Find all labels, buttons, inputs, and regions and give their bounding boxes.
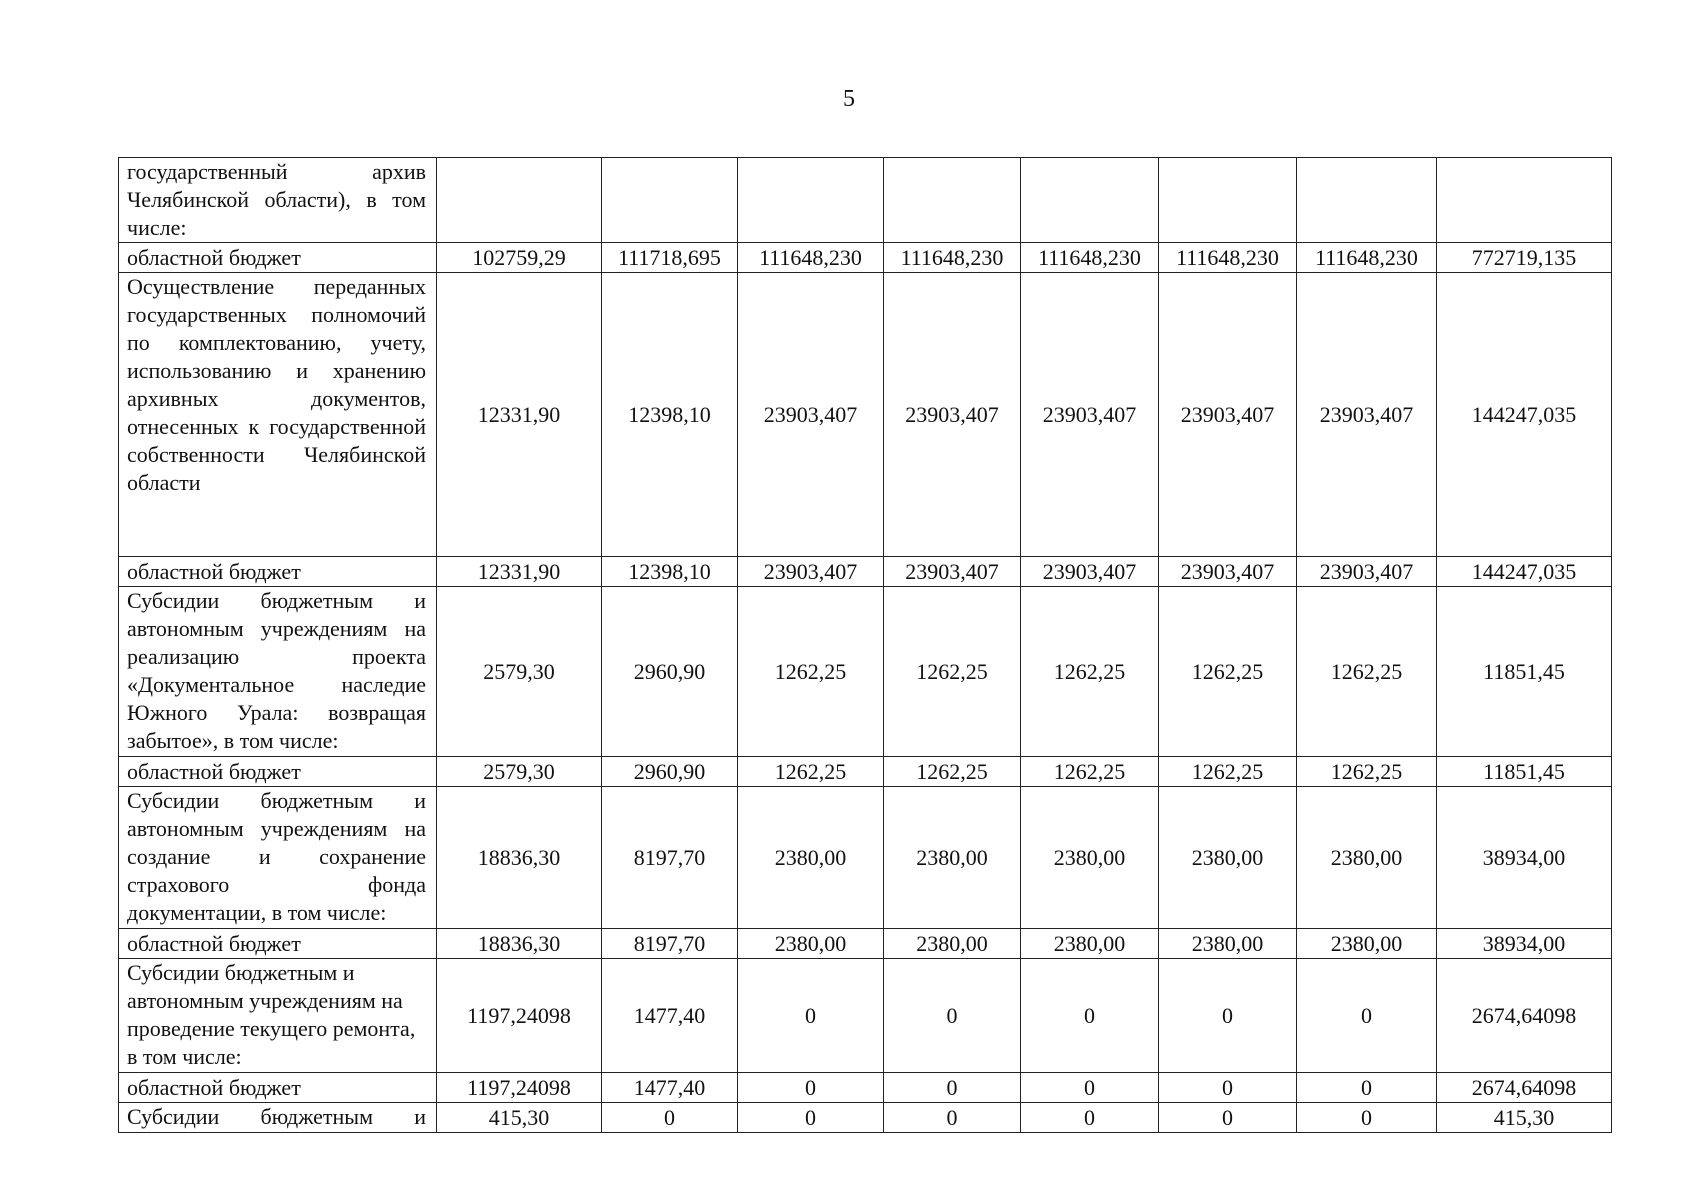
value-cell: 11851,45 bbox=[1437, 587, 1612, 757]
value-cell: 0 bbox=[1159, 959, 1297, 1073]
value-cell: 0 bbox=[1021, 1103, 1159, 1133]
value-cell: 23903,407 bbox=[1021, 557, 1159, 587]
value-cell: 111648,230 bbox=[1021, 243, 1159, 273]
value-cell: 2579,30 bbox=[437, 757, 602, 787]
value-cell: 0 bbox=[884, 1103, 1021, 1133]
table-row bbox=[119, 929, 1612, 959]
value-cell: 1262,25 bbox=[884, 757, 1021, 787]
value-cell: 2674,64098 bbox=[1437, 1073, 1612, 1103]
row-label: областной бюджет bbox=[119, 243, 437, 273]
value-cell: 2674,64098 bbox=[1437, 959, 1612, 1073]
row-label: Субсидии бюджетным и автономным учреждениям на создание и сохранение страхового фонда документации, в том числе: bbox=[119, 787, 437, 929]
table-row bbox=[119, 1073, 1612, 1103]
value-cell bbox=[1159, 158, 1297, 243]
page-number: 5 bbox=[843, 86, 855, 112]
value-cell: 144247,035 bbox=[1437, 273, 1612, 557]
value-cell: 38934,00 bbox=[1437, 929, 1612, 959]
value-cell: 2579,30 bbox=[437, 587, 602, 757]
value-cell: 2960,90 bbox=[602, 587, 738, 757]
row-label: областной бюджет bbox=[119, 1073, 437, 1103]
table-row bbox=[119, 158, 1612, 243]
value-cell: 2380,00 bbox=[1159, 929, 1297, 959]
table-row bbox=[119, 959, 1612, 1073]
row-label: государственный архив Челябинской области), в том числе: bbox=[119, 158, 437, 243]
value-cell: 23903,407 bbox=[1297, 557, 1437, 587]
value-cell: 2960,90 bbox=[602, 757, 738, 787]
value-cell: 2380,00 bbox=[1021, 787, 1159, 929]
table-row bbox=[119, 587, 1612, 757]
value-cell: 23903,407 bbox=[884, 557, 1021, 587]
value-cell bbox=[738, 158, 884, 243]
table-row bbox=[119, 1103, 1612, 1133]
value-cell: 415,30 bbox=[437, 1103, 602, 1133]
row-label: Субсидии бюджетным и bbox=[119, 1103, 437, 1133]
value-cell: 111648,230 bbox=[1297, 243, 1437, 273]
value-cell: 2380,00 bbox=[1159, 787, 1297, 929]
table-row bbox=[119, 273, 1612, 557]
value-cell: 1477,40 bbox=[602, 959, 738, 1073]
table-row bbox=[119, 243, 1612, 273]
value-cell: 1262,25 bbox=[1297, 757, 1437, 787]
value-cell: 0 bbox=[1021, 959, 1159, 1073]
value-cell: 0 bbox=[1159, 1103, 1297, 1133]
value-cell: 23903,407 bbox=[738, 273, 884, 557]
value-cell: 1477,40 bbox=[602, 1073, 738, 1103]
value-cell bbox=[884, 158, 1021, 243]
budget-table bbox=[118, 157, 1612, 1133]
value-cell: 23903,407 bbox=[738, 557, 884, 587]
value-cell: 111648,230 bbox=[1159, 243, 1297, 273]
value-cell: 0 bbox=[738, 1103, 884, 1133]
value-cell: 1262,25 bbox=[1297, 587, 1437, 757]
value-cell: 0 bbox=[602, 1103, 738, 1133]
value-cell: 8197,70 bbox=[602, 929, 738, 959]
value-cell: 18836,30 bbox=[437, 787, 602, 929]
row-label: областной бюджет bbox=[119, 757, 437, 787]
row-label: Осуществление переданных государственных полномочий по комплектованию, учету, использованию и хранению архивных документов, отнесенных к государственной собственности Челябинской области bbox=[119, 273, 437, 557]
value-cell: 11851,45 bbox=[1437, 757, 1612, 787]
row-label: Субсидии бюджетным и автономным учреждениям на проведение текущего ремонта, в том числе: bbox=[119, 959, 437, 1073]
value-cell: 0 bbox=[1159, 1073, 1297, 1103]
value-cell: 0 bbox=[1021, 1073, 1159, 1103]
value-cell: 1262,25 bbox=[884, 587, 1021, 757]
value-cell: 2380,00 bbox=[1021, 929, 1159, 959]
value-cell: 0 bbox=[1297, 1103, 1437, 1133]
value-cell: 2380,00 bbox=[1297, 929, 1437, 959]
value-cell: 18836,30 bbox=[437, 929, 602, 959]
value-cell: 0 bbox=[738, 959, 884, 1073]
value-cell: 102759,29 bbox=[437, 243, 602, 273]
table-row bbox=[119, 557, 1612, 587]
value-cell: 8197,70 bbox=[602, 787, 738, 929]
value-cell: 12398,10 bbox=[602, 557, 738, 587]
value-cell bbox=[1297, 158, 1437, 243]
value-cell: 1262,25 bbox=[1159, 587, 1297, 757]
value-cell: 2380,00 bbox=[738, 929, 884, 959]
value-cell: 0 bbox=[1297, 959, 1437, 1073]
value-cell bbox=[1021, 158, 1159, 243]
value-cell: 111648,230 bbox=[738, 243, 884, 273]
value-cell: 1262,25 bbox=[1021, 757, 1159, 787]
value-cell: 1197,24098 bbox=[437, 1073, 602, 1103]
value-cell: 12331,90 bbox=[437, 273, 602, 557]
value-cell: 2380,00 bbox=[738, 787, 884, 929]
value-cell: 0 bbox=[884, 1073, 1021, 1103]
value-cell: 2380,00 bbox=[1297, 787, 1437, 929]
value-cell: 144247,035 bbox=[1437, 557, 1612, 587]
value-cell: 2380,00 bbox=[884, 787, 1021, 929]
table-row bbox=[119, 787, 1612, 929]
value-cell: 772719,135 bbox=[1437, 243, 1612, 273]
value-cell: 1262,25 bbox=[738, 587, 884, 757]
value-cell: 38934,00 bbox=[1437, 787, 1612, 929]
value-cell: 0 bbox=[884, 959, 1021, 1073]
value-cell bbox=[1437, 158, 1612, 243]
value-cell: 23903,407 bbox=[884, 273, 1021, 557]
value-cell: 23903,407 bbox=[1159, 273, 1297, 557]
value-cell: 0 bbox=[1297, 1073, 1437, 1103]
value-cell: 415,30 bbox=[1437, 1103, 1612, 1133]
row-label: Субсидии бюджетным и автономным учреждениям на реализацию проекта «Документальное наследие Южного Урала: возвращая забытое», в том числе: bbox=[119, 587, 437, 757]
value-cell: 23903,407 bbox=[1021, 273, 1159, 557]
value-cell bbox=[437, 158, 602, 243]
value-cell bbox=[602, 158, 738, 243]
table-row bbox=[119, 757, 1612, 787]
value-cell: 23903,407 bbox=[1297, 273, 1437, 557]
value-cell: 1262,25 bbox=[1159, 757, 1297, 787]
value-cell: 0 bbox=[738, 1073, 884, 1103]
value-cell: 1262,25 bbox=[1021, 587, 1159, 757]
value-cell: 111718,695 bbox=[602, 243, 738, 273]
value-cell: 111648,230 bbox=[884, 243, 1021, 273]
value-cell: 1197,24098 bbox=[437, 959, 602, 1073]
value-cell: 2380,00 bbox=[884, 929, 1021, 959]
row-label: областной бюджет bbox=[119, 929, 437, 959]
value-cell: 12398,10 bbox=[602, 273, 738, 557]
value-cell: 1262,25 bbox=[738, 757, 884, 787]
value-cell: 12331,90 bbox=[437, 557, 602, 587]
value-cell: 23903,407 bbox=[1159, 557, 1297, 587]
row-label: областной бюджет bbox=[119, 557, 437, 587]
